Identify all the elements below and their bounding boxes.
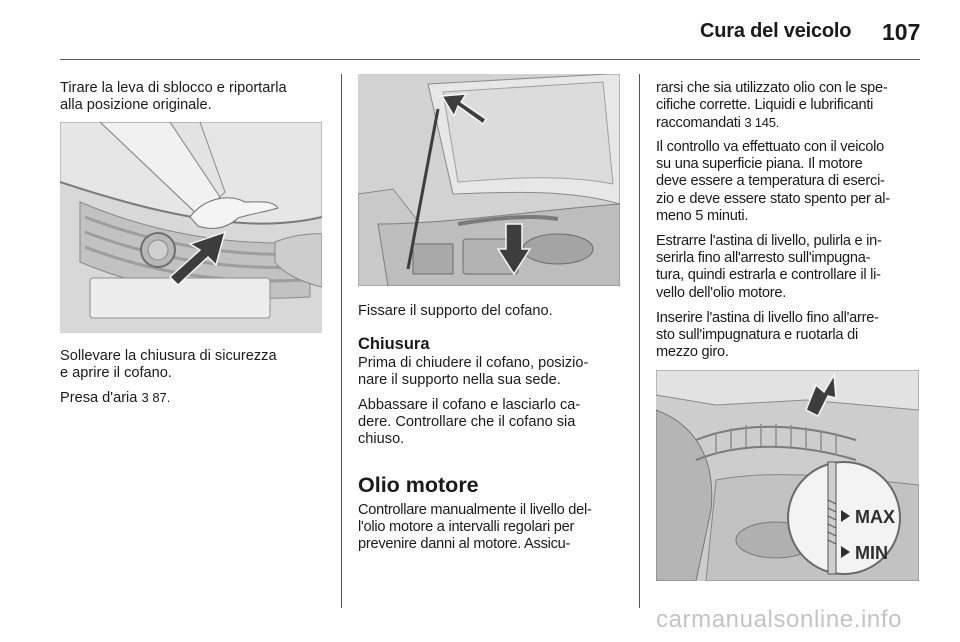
page-number: 107 <box>882 19 921 45</box>
spec-line-3: raccomandati <box>656 115 741 132</box>
dipstick-line-1: Estrarre l'astina di livello, pulirla e in- <box>656 233 882 249</box>
conditions-line-3: deve essere a temperatura di eserci- <box>656 173 885 190</box>
conditions-line-5: meno 5 minuti. <box>656 207 749 224</box>
intro-line-2: alla posizione originale. <box>60 97 212 114</box>
engine-oil-heading: Olio motore <box>358 473 479 497</box>
open-bonnet-line-1: Sollevare la chiusura di sicurezza <box>60 348 277 364</box>
spec-line-1: rarsi che sia utilizzato olio con le spe- <box>656 80 888 96</box>
fluids-page-reference[interactable]: 3 145. <box>744 115 780 131</box>
dipstick-max-label: MAX <box>855 507 895 527</box>
dipstick-insert-paragraph <box>656 310 879 362</box>
watermark: carmanualsonline.info <box>656 606 903 633</box>
open-bonnet-text <box>60 348 277 382</box>
engine-oil-paragraph <box>358 502 592 554</box>
dipstick-check-paragraph <box>656 233 882 302</box>
closing-p2-line-2: dere. Controllare che il cofano sia <box>358 414 576 431</box>
closing-heading: Chiusura <box>358 335 430 353</box>
insert-line-3: mezzo giro. <box>656 344 729 361</box>
dipstick-line-2: serirla fino all'arresto sull'impugna- <box>656 250 871 267</box>
closing-p1-line-1: Prima di chiudere il cofano, posizio- <box>358 355 589 371</box>
oil-line-1: Controllare manualmente il livello del- <box>358 502 592 518</box>
header-rule <box>60 59 920 60</box>
section-title: Cura del veicolo <box>700 20 852 42</box>
bonnet-release-illustration <box>60 122 322 333</box>
bonnet-prop-illustration <box>358 74 620 286</box>
oil-line-3: prevenire danni al motore. Assicu- <box>358 536 571 553</box>
closing-paragraph-2 <box>358 397 580 449</box>
closing-p2-line-3: chiuso. <box>358 431 405 448</box>
insert-line-2: sto sull'impugnatura e ruotarla di <box>656 327 858 344</box>
spec-line-2: cifiche corrette. Liquidi e lubrificanti <box>656 97 874 114</box>
oil-spec-paragraph <box>656 80 887 133</box>
dipstick-line-4: vello dell'olio motore. <box>656 284 787 301</box>
closing-p2-line-1: Abbassare il cofano e lasciarlo ca- <box>358 397 581 413</box>
air-intake-page-reference[interactable]: 3 87. <box>141 390 171 405</box>
air-intake-text <box>60 389 170 407</box>
conditions-line-2: su una superficie piana. Il motore <box>656 156 863 173</box>
open-bonnet-line-2: e aprire il cofano. <box>60 365 172 382</box>
intro-text <box>60 80 287 114</box>
conditions-line-4: zio e deve essere stato spento per al- <box>656 190 890 207</box>
oil-line-2: l'olio motore a intervalli regolari per <box>358 519 575 536</box>
check-conditions-paragraph <box>656 139 890 225</box>
insert-line-1: Inserire l'astina di livello fino all'arre- <box>656 310 879 326</box>
dipstick-illustration <box>656 370 919 581</box>
dipstick-line-3: tura, quindi estrarla e controllare il li- <box>656 267 881 284</box>
closing-paragraph-1 <box>358 355 588 389</box>
air-intake-label: Presa d'aria <box>60 390 138 406</box>
column-divider-1 <box>341 74 342 608</box>
conditions-line-1: Il controllo va effettuato con il veicolo <box>656 139 884 155</box>
prop-caption: Fissare il supporto del cofano. <box>358 303 553 319</box>
column-divider-2 <box>639 74 640 608</box>
dipstick-min-label: MIN <box>855 543 888 563</box>
intro-line-1: Tirare la leva di sblocco e riportarla <box>60 80 287 96</box>
closing-p1-line-2: nare il supporto nella sua sede. <box>358 372 561 389</box>
